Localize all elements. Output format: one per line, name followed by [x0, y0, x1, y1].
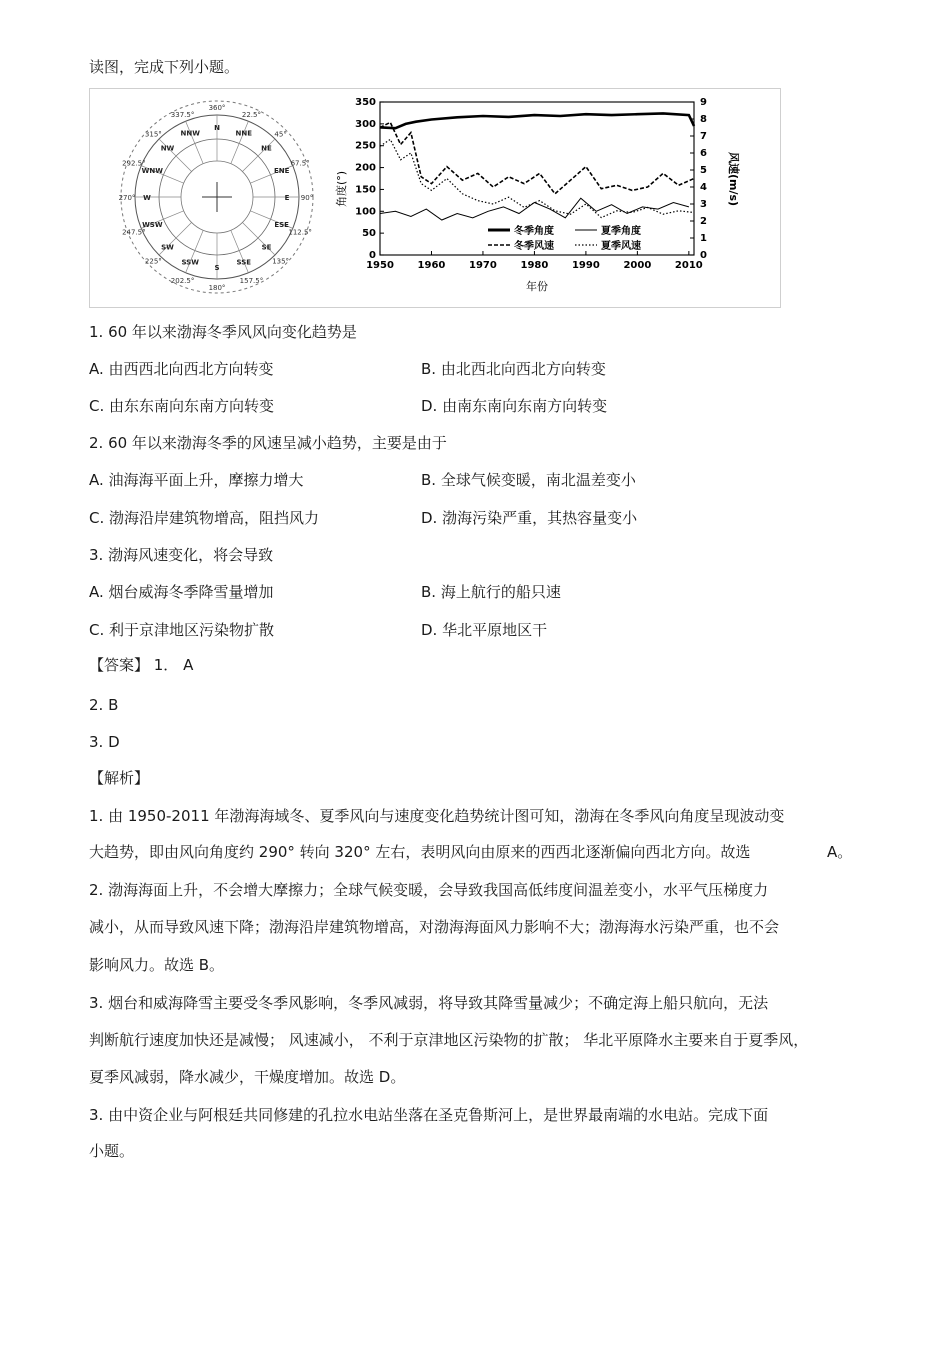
x-axis-ticks — [366, 251, 703, 271]
series-line-2 — [380, 122, 694, 193]
q2-option-b: B. 全球气候变暖，南北温差变小 — [421, 471, 636, 489]
answer-2: 2. B — [89, 696, 119, 714]
q2-option-c: C. 渤海沿岸建筑物增高，阻挡风力 — [89, 509, 320, 527]
chart-legend — [488, 224, 641, 252]
q1-option-b: B. 由北西北向西北方向转变 — [421, 360, 606, 378]
q1-option-a: A. 由西西北向西北方向转变 — [89, 360, 274, 378]
wind-trend-chart — [334, 97, 741, 293]
rose-degree-label: 67.5° — [290, 159, 310, 168]
y-left-tick-label: 200 — [355, 162, 376, 174]
x-tick-label: 1950 — [366, 260, 394, 271]
legend-summer-speed: 夏季风速 — [601, 241, 641, 252]
rose-direction-label: NE — [261, 144, 272, 153]
x-tick-label: 1980 — [520, 260, 549, 271]
y-left-tick-label: 150 — [355, 184, 376, 196]
rose-spoke — [231, 121, 249, 163]
answer-heading: 【答案】 1． A — [89, 656, 194, 674]
q3-option-b: B. 海上航行的船只速 — [421, 583, 561, 601]
q1-option-d: D. 由南东南向东南方向转变 — [421, 397, 608, 415]
rose-direction-label: ENE — [273, 167, 290, 176]
legend-summer-angle: 夏季角度 — [601, 226, 641, 237]
rose-direction-label: SSW — [181, 258, 199, 267]
rose-direction-label: WSW — [142, 220, 163, 229]
rose-degree-label: 247.5° — [122, 228, 146, 237]
rose-degree-label: 157.5° — [239, 277, 264, 286]
x-tick-label: 1990 — [571, 260, 600, 271]
y-left-tick-label: 350 — [355, 97, 376, 108]
legend-winter-speed: 冬季风速 — [514, 241, 554, 252]
y-right-tick-label: 6 — [700, 148, 707, 159]
rose-degree-label: 337.5° — [170, 110, 195, 119]
x-tick-label: 1960 — [417, 260, 446, 271]
series-line-1 — [380, 198, 689, 220]
y-left-tick-label: 0 — [369, 250, 376, 261]
q1-option-c: C. 由东东南向东南方向转变 — [89, 397, 275, 415]
rose-spoke — [186, 121, 204, 163]
q3-option-a: A. 烟台威海冬季降雪量增加 — [89, 583, 274, 601]
x-tick-label: 1970 — [469, 260, 497, 271]
analysis-3-line-3: 夏季风减弱，降水减少，干燥度增加。故选 D。 — [89, 1068, 406, 1086]
y-right-tick-label: 8 — [700, 114, 707, 125]
rose-direction-label: SSE — [236, 258, 252, 267]
q3-option-d: D. 华北平原地区干 — [421, 621, 548, 639]
rose-direction-label: SE — [261, 243, 272, 252]
rose-direction-label: ESE — [274, 220, 289, 229]
rose-direction-label: WNW — [141, 167, 163, 176]
x-tick-label: 2000 — [623, 260, 652, 271]
x-tick-label: 2010 — [674, 260, 703, 271]
rose-direction-label: SW — [161, 243, 174, 252]
rose-direction-label: S — [214, 264, 220, 272]
rose-direction-label: NNE — [235, 129, 253, 138]
rose-degree-label: 135° — [272, 257, 290, 266]
analysis-3-line-1: 3. 烟台和威海降雪主要受冬季风影响，冬季风减弱，将导致其降雪量减少；不确定海上船只航向，无法 — [89, 994, 769, 1012]
rose-direction-label: NW — [160, 144, 175, 153]
figure-panel — [89, 88, 781, 308]
rose-degree-label: 45° — [274, 130, 287, 139]
q3-stem: 3. 渤海风速变化，将会导致 — [89, 546, 274, 564]
figure-svg — [90, 89, 780, 307]
chart-series — [380, 113, 694, 220]
analysis-1-line-2: 大趋势，即由风向角度约 290° 转向 320° 左右，表明风向由原来的西西北逐渐偏向西北方向。故选 — [89, 843, 751, 861]
q2-option-a: A. 油海海平面上升，摩擦力增大 — [89, 471, 304, 489]
y-right-tick-label: 2 — [700, 216, 707, 227]
q1-stem: 1. 60 年以来渤海冬季风风向变化趋势是 — [89, 323, 357, 341]
q2-stem: 2. 60 年以来渤海冬季的风速呈减小趋势，主要是由于 — [89, 434, 447, 452]
analysis-3-line-2: 判断航行速度加快还是减慢； 风速减小， 不利于京津地区污染物的扩散； 华北平原降水主要来自于夏季风， — [89, 1031, 809, 1049]
q2-option-d: D. 渤海污染严重，其热容量变小 — [421, 509, 638, 527]
series-line-3 — [380, 139, 694, 217]
y-right-tick-label: 7 — [700, 131, 707, 142]
q3-option-c: C. 利于京津地区污染物扩散 — [89, 621, 275, 639]
y-right-tick-label: 3 — [700, 199, 707, 210]
rose-degree-label: 22.5° — [241, 110, 261, 119]
y-left-label: 角度(°) — [335, 170, 348, 208]
rose-degree-label: 112.5° — [288, 228, 312, 237]
y-right-tick-label: 1 — [700, 233, 707, 244]
intro-instruction: 读图，完成下列小题。 — [89, 58, 240, 76]
y-right-tick-label: 0 — [700, 250, 707, 261]
analysis-2-line-3: 影响风力。故选 B。 — [89, 956, 225, 974]
rose-degree-label: 202.5° — [170, 277, 195, 286]
rose-direction-label: N — [214, 124, 220, 132]
analysis-1-line-1: 1. 由 1950-2011 年渤海海域冬、夏季风向与速度变化趋势统计图可知，渤海在冬季风向角度呈现波动变 — [89, 807, 785, 825]
rose-degree-label: 225° — [144, 257, 162, 266]
rose-degree-label: 270° — [118, 194, 136, 202]
rose-degree-label: 315° — [144, 130, 162, 139]
y-right-tick-label: 5 — [700, 165, 707, 176]
series-line-0 — [380, 113, 694, 128]
rose-direction-label: NNW — [180, 129, 200, 138]
legend-winter-angle: 冬季角度 — [514, 226, 554, 237]
rose-direction-label: E — [284, 194, 290, 202]
y-right-label: 风速(m/s) — [727, 151, 740, 207]
y-right-tick-label: 9 — [700, 97, 707, 108]
next-question-line-1: 3. 由中资企业与阿根廷共同修建的孔拉水电站坐落在圣克鲁斯河上，是世界最南端的水电站。完成下面 — [89, 1106, 769, 1124]
y-left-tick-label: 300 — [355, 118, 376, 130]
analysis-1-answer: A。 — [827, 843, 853, 861]
y-left-tick-label: 100 — [355, 206, 376, 218]
rose-degree-label: 90° — [300, 194, 314, 202]
y-right-tick-label: 4 — [700, 182, 707, 193]
rose-direction-label: W — [143, 194, 151, 202]
x-axis-label: 年份 — [526, 280, 548, 293]
wind-rose-diagram — [119, 101, 314, 293]
rose-degree-label: 180° — [208, 284, 226, 292]
rose-degree-label: 292.5° — [122, 159, 146, 168]
answer-3: 3. D — [89, 733, 120, 751]
y-left-tick-label: 250 — [355, 140, 376, 152]
analysis-heading: 【解析】 — [89, 769, 150, 787]
y-left-tick-label: 50 — [362, 228, 376, 240]
rose-degree-label: 360° — [208, 104, 226, 112]
analysis-2-line-1: 2. 渤海海面上升，不会增大摩擦力；全球气候变暖，会导致我国高低纬度间温差变小，水平气压梯度力 — [89, 881, 769, 899]
next-question-line-2: 小题。 — [89, 1142, 135, 1160]
analysis-2-line-2: 减小，从而导致风速下降；渤海沿岸建筑物增高，对渤海海面风力影响不大；渤海海水污染严重，也不会 — [89, 918, 780, 936]
